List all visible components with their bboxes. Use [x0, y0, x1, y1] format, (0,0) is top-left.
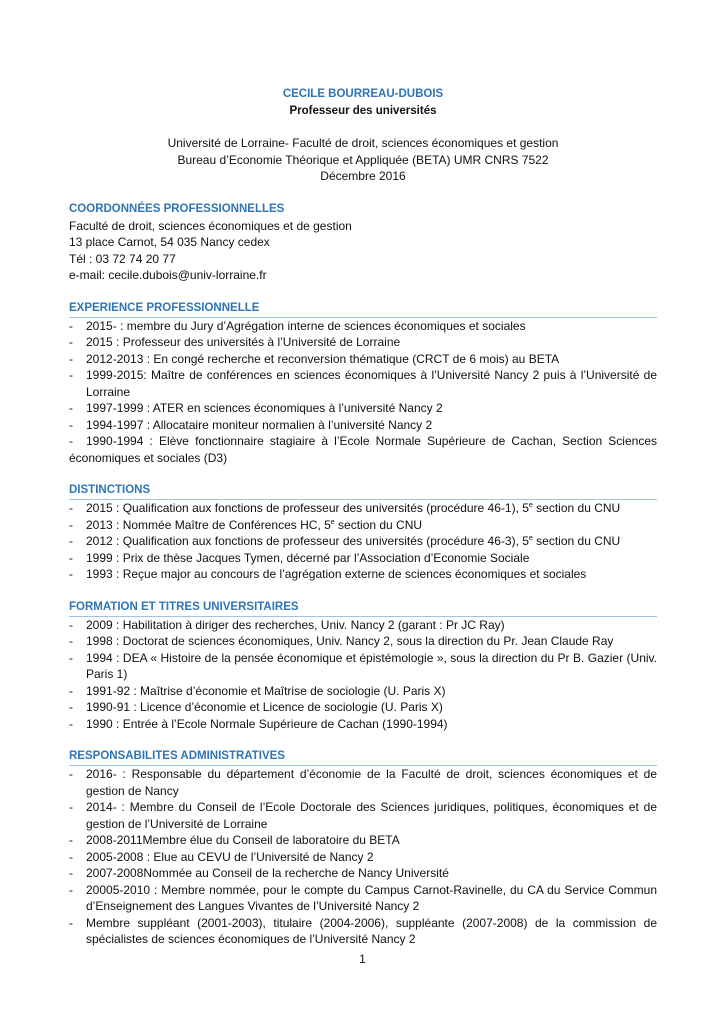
- section-heading: DISTINCTIONS: [69, 482, 657, 500]
- affiliation-line-1: Université de Lorraine- Faculté de droit, sciences économiques et gestion: [167, 136, 559, 150]
- list-item: - 2016- : Responsable du département d’économie de la Faculté de droit, sciences économiques et de gestion de Nancy: [69, 767, 657, 798]
- list-item: - 1999 : Prix de thèse Jacques Tymen, décerné par l’Association d’Economie Sociale: [69, 550, 530, 565]
- list-item: - 2013 : Nommée Maître de Conférences HC, 5e section du CNU: [69, 517, 423, 532]
- list-item: - Membre suppléant (2001-2003), titulaire (2004-2006), suppléante (2007-2008) de la commission de spécialistes de sciences économiques de l’Université Nancy 2: [69, 915, 657, 946]
- experience-list: [69, 318, 657, 467]
- list-item: - 2009 : Habilitation à diriger des recherches, Univ. Nancy 2 (garant : Pr JC Ray): [69, 617, 505, 632]
- list-item: - 1990-1994 : Elève fonctionnaire stagiaire à l’Ecole Normale Supérieure de Cachan, Section Sciences économiques et sociales (D3): [69, 434, 657, 465]
- cv-header: [69, 86, 657, 185]
- list-item: - 2012-2013 : En congé recherche et reconversion thématique (CRCT de 6 mois) au BETA: [69, 351, 560, 366]
- section-formation: [69, 599, 657, 733]
- list-item: - 1990 : Entrée à l’Ecole Normale Supérieure de Cachan (1990-1994): [69, 716, 448, 731]
- formation-list: [69, 617, 657, 733]
- document-date: Décembre 2016: [320, 169, 406, 183]
- contact-email: e-mail: cecile.dubois@univ-lorraine.fr: [69, 268, 267, 282]
- section-responsabilites: [69, 748, 657, 948]
- list-item: - 1997-1999 : ATER en sciences économiques à l’université Nancy 2: [69, 401, 443, 415]
- list-item: - 2015 : Professeur des universités à l’Université de Lorraine: [69, 335, 401, 349]
- contact-line: Faculté de droit, sciences économiques et de gestion: [69, 218, 352, 233]
- list-item: - 1999-2015: Maître de conférences en sciences économiques à l’Université Nancy 2 puis à l’Université de Lorraine: [69, 368, 657, 399]
- list-item: - 1991-92 : Maîtrise d’économie et Maîtrise de sociologie (U. Paris X): [69, 683, 446, 698]
- list-item: - 2008-2011Membre élue du Conseil de laboratoire du BETA: [69, 833, 400, 847]
- list-item: - 2007-2008Nommée au Conseil de la recherche de Nancy Université: [69, 866, 449, 880]
- section-distinctions: [69, 482, 657, 583]
- cv-page: [69, 86, 657, 948]
- responsabilites-list: [69, 766, 657, 948]
- distinctions-list: [69, 500, 657, 583]
- section-experience: [69, 300, 657, 467]
- section-heading: FORMATION ET TITRES UNIVERSITAIRES: [69, 599, 657, 617]
- affiliation-line-2: Bureau d’Economie Théorique et Appliquée (BETA) UMR CNRS 7522: [177, 152, 549, 167]
- contact-line: Tél : 03 72 74 20 77: [69, 251, 176, 266]
- list-item: - 1994-1997 : Allocataire moniteur normalien à l’université Nancy 2: [69, 417, 433, 432]
- author-name: CECILE BOURREAU-DUBOIS: [282, 88, 444, 100]
- list-item: - 1990-91 : Licence d’économie et Licence de sociologie (U. Paris X): [69, 700, 443, 714]
- section-heading: RESPONSABILITES ADMINISTRATIVES: [69, 748, 657, 766]
- list-item: - 2014- : Membre du Conseil de l’Ecole Doctorale des Sciences juridiques, politiques, économiques et de gestion de l’Université de Lorraine: [69, 800, 657, 831]
- page-number: 1: [359, 952, 366, 966]
- list-item: - 1993 : Reçue major au concours de l’agrégation externe de sciences économiques et sociales: [69, 567, 587, 581]
- list-item: - 20005-2010 : Membre nommée, pour le compte du Campus Carnot-Ravinelle, du CA du Service Commun d’Enseignement des Langues Vivantes de l’Université Nancy 2: [69, 882, 657, 913]
- section-contact: [69, 201, 657, 284]
- list-item: - 2005-2008 : Elue au CEVU de l’Université de Nancy 2: [69, 849, 374, 864]
- list-item: - 2015 : Qualification aux fonctions de professeur des universités (procédure 46-1), 5e section du CNU: [69, 501, 621, 515]
- section-heading: EXPERIENCE PROFESSIONNELLE: [69, 300, 657, 318]
- list-item: - 1994 : DEA « Histoire de la pensée économique et épistémologie », sous la direction du Pr B. Gazier (Univ. Paris 1): [69, 650, 657, 681]
- section-heading: COORDONNÉES PROFESSIONNELLES: [69, 202, 285, 215]
- contact-line: 13 place Carnot, 54 035 Nancy cedex: [69, 235, 270, 249]
- list-item: - 1998 : Doctorat de sciences économiques, Univ. Nancy 2, sous la direction du Pr. Jean Claude Ray: [69, 634, 614, 648]
- author-title: Professeur des universités: [289, 104, 437, 117]
- list-item: - 2012 : Qualification aux fonctions de professeur des universités (procédure 46-3), 5e section du CNU: [69, 534, 621, 548]
- list-item: - 2015- : membre du Jury d’Agrégation interne de sciences économiques et sociales: [69, 318, 526, 333]
